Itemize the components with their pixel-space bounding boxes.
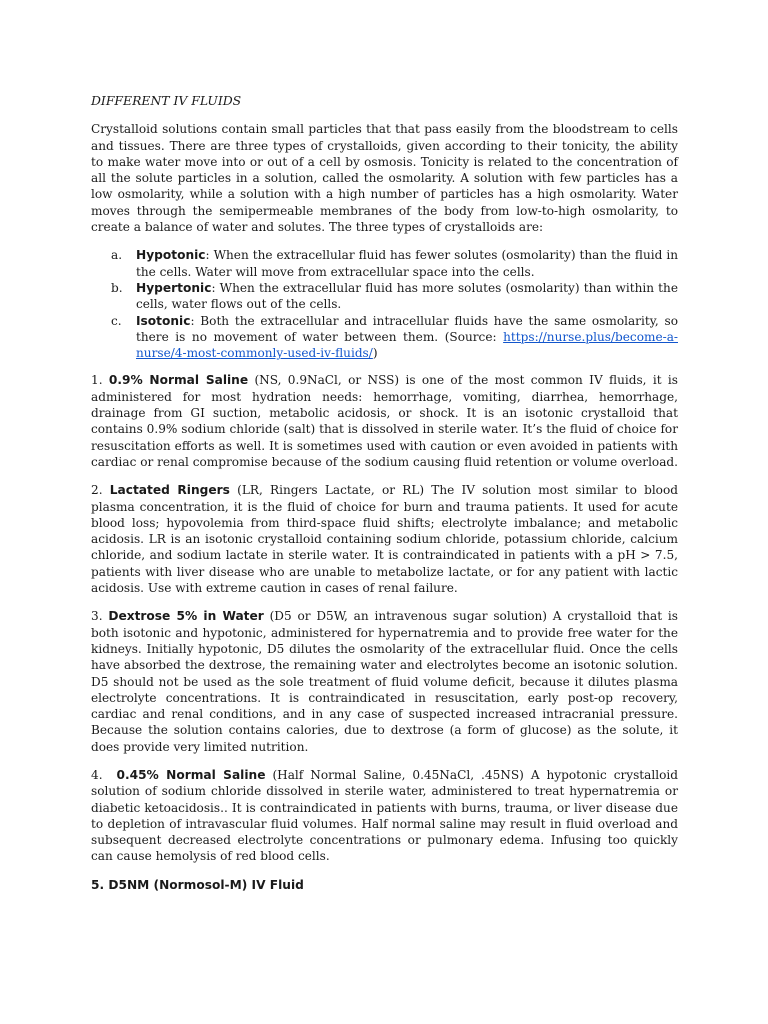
definition-text: : When the extracellular fluid has fewer solutes (osmolarity) than the fluid in the cells. Water will move from extracellular space into the cells.: [136, 248, 678, 279]
list-item-isotonic: [91, 313, 678, 362]
list-item-hypertonic: [91, 280, 678, 313]
closing-paren: ): [372, 346, 378, 361]
fluid-number: 2.: [91, 483, 110, 498]
section-title-d5nm: 5. D5NM (Normosol-M) IV Fluid: [91, 877, 304, 892]
intro-paragraph: Crystalloid solutions contain small particles that that pass easily from the bloodstream to cells and tissues. There are three types of crystalloids, given according to their tonicity, the ability to make water move into or out of a cell by osmosis. Tonicity is related to the concentration of all the solute particles in a solution, called the osmolarity. A solution with few particles has a low osmolarity, while a solution with a high number of particles has a high osmolarity. Water moves through the semipermeable membranes of the body from low-to-high osmolarity, to create a balance of water and solutes. The three types of crystalloids are:: [91, 122, 678, 235]
fluid-paragraph-dextrose: [91, 608, 678, 755]
term-hypotonic: Hypotonic: [136, 248, 206, 263]
fluid-name: 0.9% Normal Saline: [108, 373, 249, 388]
fluid-paragraph-normal-saline: [91, 372, 678, 470]
definition-text: : When the extracellular fluid has more solutes (osmolarity) than within the cells, water flows out of the cells.: [136, 280, 678, 312]
fluid-paragraph-half-saline: [91, 767, 678, 865]
fluid-description: (D5 or D5W, an intravenous sugar solution) A crystalloid that is both isotonic and hypotonic, administered for hypernatremia and to provide free water for the kidneys. Initially hypotonic, D5 dilutes the osmolarity of the extracellular fluid. Once the cells have absorbed the dextrose, the remaining water and electrolytes become an isotonic solution. D5 should not be used as the sole treatment of fluid volume deficit, because it dilutes plasma electrolyte concentrations. It is contraindicated in resuscitation, early post-op recovery, cardiac and renal conditions, and in any case of suspected increased intracranial pressure. Because the solution contains calories, due to dextrose (a form of glucose) as the solute, it does provide very limited nutrition.: [91, 609, 678, 754]
term-hypertonic: Hypertonic: [136, 280, 212, 295]
fluid-name: Dextrose 5% in Water: [108, 609, 264, 624]
source-link[interactable]: https://nurse.plus/become-a-nurse/4-most-commonly-used-iv-fluids/: [136, 329, 678, 361]
fluid-number: 3.: [91, 609, 109, 624]
fluid-name: 0.45% Normal Saline: [116, 767, 266, 782]
definition-text: : Both the extracellular and intracellular fluids have the same osmolarity, so there is no movement of water between them. (Source:: [136, 313, 678, 344]
document-body: [91, 93, 678, 893]
document-title: DIFFERENT IV FLUIDS: [91, 93, 242, 108]
fluid-name: Lactated Ringers: [109, 483, 230, 498]
list-marker: b.: [111, 280, 123, 295]
list-marker: a.: [111, 248, 123, 263]
list-marker: c.: [111, 313, 122, 328]
fluid-description: (LR, Ringers Lactate, or RL) The IV solution most similar to blood plasma concentration, it is the fluid of choice for burn and trauma patients. It used for acute blood loss; hypovolemia from third-space fluid shifts; electrolyte imbalance; and metabolic acidosis. LR is an isotonic crystalloid containing sodium chloride, potassium chloride, calcium chloride, and sodium lactate in sterile water. It is contraindicated in patients with a pH > 7.5, patients with liver disease who are unable to metabolize lactate, or for any patient with lactic acidosis. Use with extreme caution in cases of renal failure.: [91, 483, 678, 596]
term-isotonic: Isotonic: [136, 313, 191, 328]
crystalloid-types-list: [91, 247, 678, 361]
fluid-description: (NS, 0.9NaCl, or NSS) is one of the most common IV fluids, it is administered for most hydration needs: hemorrhage, vomiting, diarrhea, hemorrhage, drainage from GI suction, metabolic acidosis, or shock. It is an isotonic crystalloid that contains 0.9% sodium chloride (salt) that is dissolved in sterile water. It’s the fluid of choice for resuscitation efforts as well. It is sometimes used with caution or even avoided in patients with cardiac or renal compromise because of the sodium causing fluid retention or volume overload.: [91, 373, 679, 469]
fluid-description: (Half Normal Saline, 0.45NaCl, .45NS) A hypotonic crystalloid solution of sodium chloride dissolved in sterile water, administered to treat hypernatremia or diabetic ketoacidosis.. It is contraindicated in patients with burns, trauma, or liver disease due to depletion of intravascular fluid volumes. Half normal saline may result in fluid overload and subsequent decreased electrolyte concentrations or pulmonary edema. Infusing too quickly can cause hemolysis of red blood cells.: [91, 767, 678, 864]
list-item-hypotonic: [91, 247, 678, 280]
fluid-number: 4.: [91, 767, 117, 782]
fluid-paragraph-lactated-ringers: [91, 482, 678, 596]
fluid-number: 1.: [91, 373, 109, 388]
